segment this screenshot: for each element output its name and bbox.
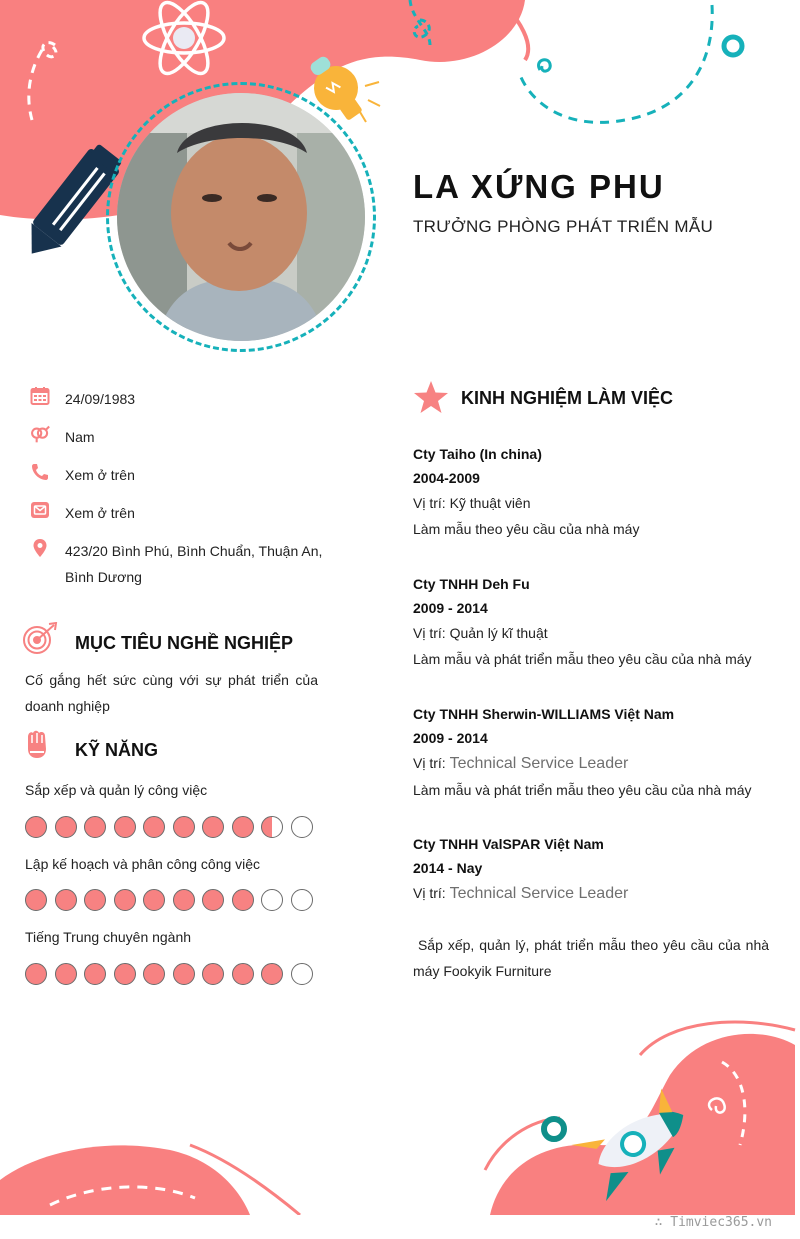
job-years: 2004-2009 <box>413 470 480 486</box>
rating-dot <box>143 889 165 911</box>
job-description: Làm mẫu và phát triển mẫu theo yêu cầu của nhà máy <box>413 782 752 798</box>
brand-label: Timviec365.vn <box>670 1215 772 1230</box>
rating-dot <box>25 889 47 911</box>
rating-dot <box>202 889 224 911</box>
rating-dot <box>143 816 165 838</box>
birthday-value: 24/09/1983 <box>65 391 136 407</box>
rating-dot <box>114 963 136 985</box>
contact-gender <box>30 424 95 445</box>
target-icon <box>22 622 58 661</box>
contact-email <box>30 500 135 521</box>
phone-value: Xem ở trên <box>65 467 135 483</box>
job-company: Cty TNHH Sherwin-WILLIAMS Việt Nam <box>413 706 675 722</box>
skill-label-1: Sắp xếp và quản lý công việc <box>25 782 208 798</box>
rating-dot <box>84 889 106 911</box>
rating-dot <box>291 816 313 838</box>
contact-birthday <box>30 386 136 407</box>
job-role <box>413 750 783 777</box>
rating-dot <box>202 963 224 985</box>
rating-dot <box>55 889 77 911</box>
calendar-icon <box>30 386 50 406</box>
objective-heading: MỤC TIÊU NGHỀ NGHIỆP <box>75 633 294 653</box>
contact-address <box>30 538 323 585</box>
phone-icon <box>30 462 50 482</box>
rating-dot <box>232 889 254 911</box>
address-line-1: 423/20 Bình Phú, Bình Chuẩn, Thuận An, <box>65 543 323 559</box>
skill-label-2: Lập kế hoạch và phân công công việc <box>25 856 261 872</box>
location-pin-icon <box>30 538 50 558</box>
job-role <box>413 490 783 516</box>
skill-rating-2 <box>25 889 313 911</box>
rating-dot <box>261 816 283 838</box>
avatar <box>117 93 365 341</box>
rating-dot <box>25 963 47 985</box>
job-entry-2 <box>413 572 783 672</box>
job-role <box>413 620 783 646</box>
role-prefix: Vị trí: <box>413 755 450 771</box>
experience-heading: KINH NGHIỆM LÀM VIỆC <box>461 388 674 408</box>
job-role <box>413 880 783 907</box>
fist-icon <box>24 727 50 764</box>
skills-heading: KỸ NĂNG <box>75 740 159 760</box>
rating-dot <box>55 963 77 985</box>
skill-rating-1 <box>25 816 313 838</box>
job-years: 2009 - 2014 <box>413 600 488 616</box>
rating-dot <box>173 889 195 911</box>
star-icon <box>413 380 449 419</box>
role-value: Quản lý kĩ thuật <box>449 625 548 641</box>
job-company: Cty TNHH Deh Fu <box>413 576 530 592</box>
job-years: 2014 - Nay <box>413 860 483 876</box>
gender-icon <box>30 424 50 444</box>
job-company: Cty Taiho (In china) <box>413 446 542 462</box>
email-value: Xem ở trên <box>65 505 135 521</box>
rating-dot <box>143 963 165 985</box>
candidate-name: LA XỨNG PHU <box>413 168 665 205</box>
job-entry-4-description: Sắp xếp, quản lý, phát triển mẫu theo yêu cầu của nhà máy Fookyik Furniture <box>413 937 773 979</box>
rating-dot <box>173 963 195 985</box>
job-company: Cty TNHH ValSPAR Việt Nam <box>413 836 604 852</box>
objective-text: Cố gắng hết sức cùng với sự phát triển của doanh nghiệp <box>25 672 318 714</box>
skill-label-3: Tiếng Trung chuyên ngành <box>25 929 192 945</box>
rating-dot <box>261 963 283 985</box>
job-description: Làm mẫu và phát triển mẫu theo yêu cầu của nhà máy <box>413 651 752 667</box>
role-prefix: Vị trí: <box>413 495 450 511</box>
role-value: Technical Service Leader <box>449 755 629 772</box>
rating-dot <box>232 816 254 838</box>
job-description: Làm mẫu theo yêu cầu của nhà máy <box>413 521 640 537</box>
rating-dot <box>291 889 313 911</box>
ring-icon <box>724 37 742 55</box>
candidate-position: TRƯỞNG PHÒNG PHÁT TRIỂN MẪU <box>413 217 714 236</box>
job-entry-1 <box>413 442 783 542</box>
rating-dot <box>232 963 254 985</box>
job-entry-3 <box>413 702 783 803</box>
rating-dot <box>173 816 195 838</box>
footer-brand[interactable] <box>655 1215 772 1230</box>
gender-value: Nam <box>65 429 95 445</box>
rating-dot <box>84 963 106 985</box>
role-value: Kỹ thuật viên <box>449 495 531 511</box>
rating-dot <box>261 889 283 911</box>
rating-dot <box>25 816 47 838</box>
role-prefix: Vị trí: <box>413 885 450 901</box>
rating-dot <box>291 963 313 985</box>
contact-phone <box>30 462 135 483</box>
footer-decoration <box>0 1000 800 1215</box>
rating-dot <box>84 816 106 838</box>
rating-dot <box>202 816 224 838</box>
job-years: 2009 - 2014 <box>413 730 488 746</box>
rating-dot <box>114 816 136 838</box>
job-entry-4 <box>413 832 783 907</box>
role-value: Technical Service Leader <box>449 885 629 902</box>
brand-dots-icon: ∴ <box>654 1215 671 1230</box>
role-prefix: Vị trí: <box>413 625 450 641</box>
rating-dot <box>114 889 136 911</box>
mail-icon <box>30 500 50 520</box>
skill-rating-3 <box>25 963 313 985</box>
rating-dot <box>55 816 77 838</box>
address-line-2: Bình Dương <box>65 569 142 585</box>
